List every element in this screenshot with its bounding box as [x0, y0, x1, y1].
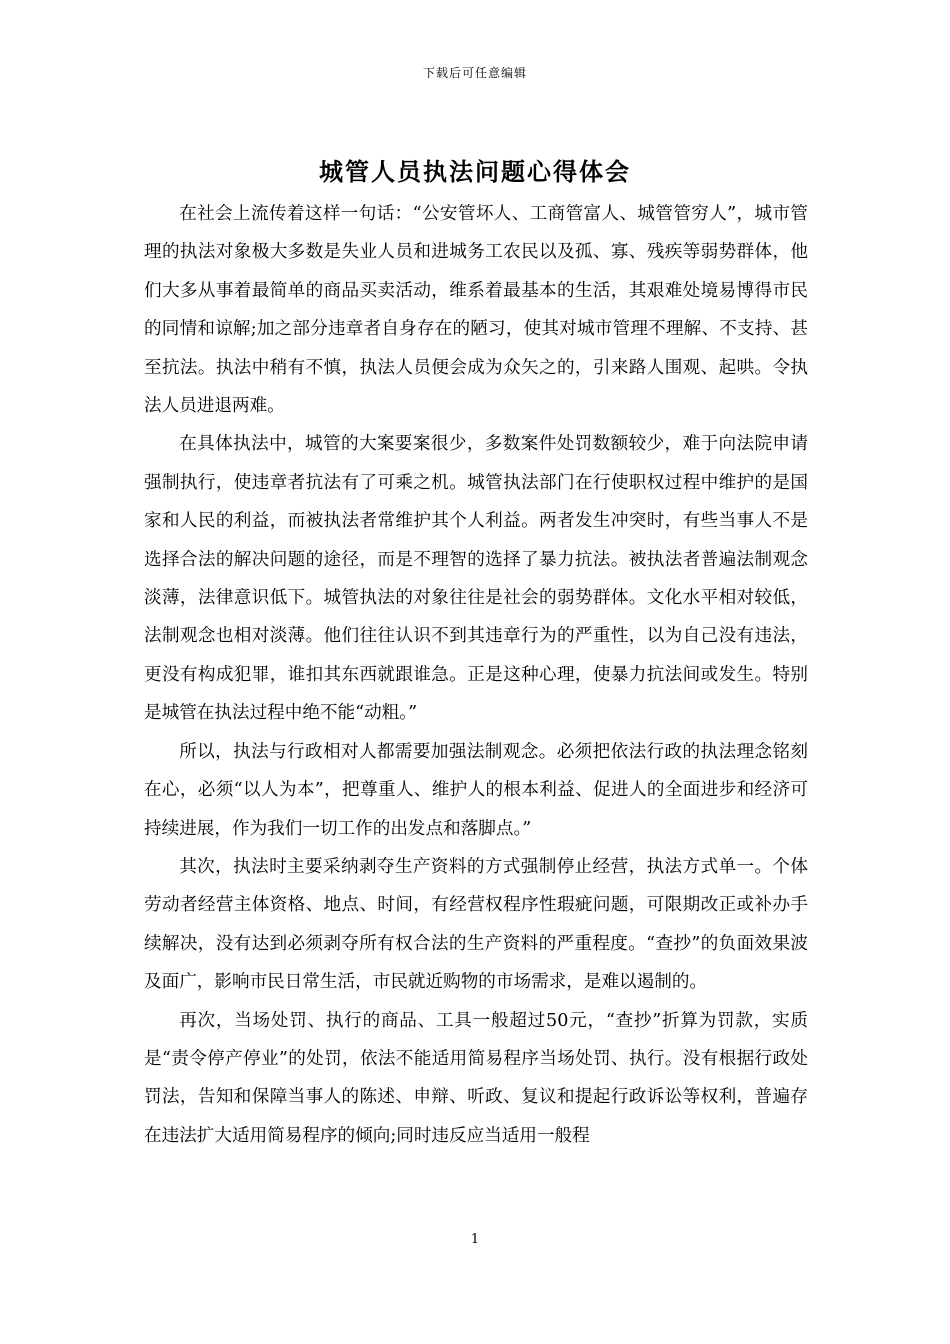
paragraph-1: 在社会上流传着这样一句话：“公安管坏人、工商管富人、城管管穷人”，城市管理的执法对象极大多数是失业人员和进城务工农民以及孤、寡、残疾等弱势群体，他们大多从事着最简单的商品买卖活动，维系着最基本的生活，其艰难处境易博得市民的同情和谅解;加之部分违章者自身存在的陋习，使其对城市管理不理解、不支持、甚至抗法。执法中稍有不慎，执法人员便会成为众矢之的，引来路人围观、起哄。令执法人员进退两难。: [144, 204, 808, 417]
page-number: 1: [470, 1232, 480, 1247]
paragraph-2: 在具体执法中，城管的大案要案很少，多数案件处罚数额较少，难于向法院申请强制执行，使违章者抗法有了可乘之机。城管执法部门在行使职权过程中维护的是国家和人民的利益，而被执法者常维护其个人利益。两者发生冲突时，有些当事人不是选择合法的解决问题的途径，而是不理智的选择了暴力抗法。被执法者普遍法制观念淡薄，法律意识低下。城管执法的对象往往是社会的弱势群体。文化水平相对较低，法制观念也相对淡薄。他们往往认识不到其违章行为的严重性，以为自己没有违法，更没有构成犯罪，谁扣其东西就跟谁急。正是这种心理，使暴力抗法间或发生。特别是城管在执法过程中绝不能“动粗。”: [144, 434, 808, 724]
paragraph-5: 再次，当场处罚、执行的商品、工具一般超过50元，“查抄”折算为罚款，实质是“责令停产停业”的处罚，依法不能适用简易程序当场处罚、执行。没有根据行政处罚法，告知和保障当事人的陈述、申辩、听政、复议和提起行政诉讼等权利，普遍存在违法扩大适用简易程序的倾向;同时违反应当适用一般程: [144, 1010, 808, 1146]
paragraph-3: 所以，执法与行政相对人都需要加强法制观念。必须把依法行政的执法理念铭刻在心，必须“以人为本”，把尊重人、维护人的根本利益、促进人的全面进步和经济可持续进展，作为我们一切工作的出发点和落脚点。”: [144, 741, 808, 839]
document-title: 城管人员执法问题心得体会: [319, 157, 631, 186]
header-note: 下载后可任意编辑: [422, 66, 527, 80]
paragraph-4: 其次，执法时主要采纳剥夺生产资料的方式强制停止经营，执法方式单一。个体劳动者经营主体资格、地点、时间，有经营权程序性瑕疵问题，可限期改正或补办手续解决，没有达到必须剥夺所有权合法的生产资料的严重程度。“查抄”的负面效果波及面广，影响市民日常生活，市民就近购物的市场需求，是难以遏制的。: [144, 856, 808, 993]
document-body: [144, 195, 808, 1155]
